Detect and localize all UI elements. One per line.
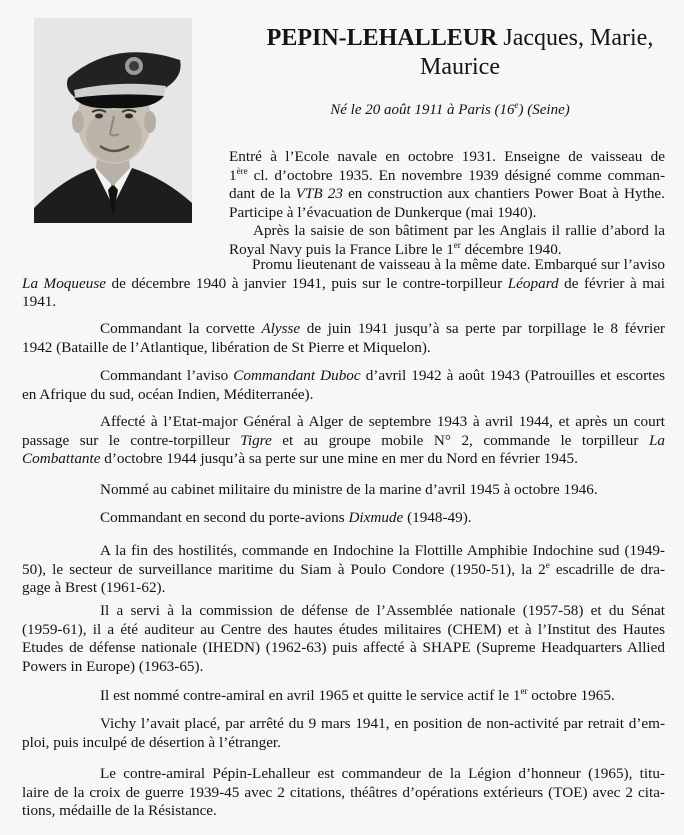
text-line: La Moqueuse de décembre 1940 à janvier 1941, puis sur le contre-torpilleur Léopard de février à mai	[22, 274, 665, 292]
paragraph-10	[22, 602, 665, 676]
paragraph-11	[22, 687, 665, 706]
paragraph-5	[22, 367, 665, 404]
paragraph-2	[229, 222, 665, 259]
paragraph-4	[22, 320, 665, 357]
text-line: Après la saisie de son bâtiment par les Anglais il rallie d’abord la	[253, 222, 665, 239]
text-line: ploi, puis inculpé de désertion à l’étranger.	[22, 733, 281, 751]
paragraph-7	[22, 481, 665, 500]
text-line: Powers in Europe) (1963-65).	[22, 657, 204, 675]
given-names-line2: Maurice	[420, 54, 500, 80]
text-line: Entré à l’Ecole navale en octobre 1931. Enseigne de vaisseau de	[229, 148, 665, 165]
text-line: Participe à l’évacuation de Dunkerque (mai 1940).	[229, 203, 537, 221]
text-line: 1942 (Bataille de l’Atlantique, libération de St Pierre et Miquelon).	[22, 338, 431, 356]
surname: PEPIN-LEHALLEUR	[266, 25, 498, 51]
paragraph-12	[22, 715, 665, 752]
paragraph-13	[22, 765, 665, 821]
text-line: Vichy l’avait placé, par arrêté du 9 mars 1941, en position de non-activité par retrait d’em-	[100, 715, 665, 732]
text-line: Commandant l’aviso Commandant Duboc d’avril 1942 à août 1943 (Patrouilles et escortes	[100, 367, 666, 384]
text-line: Affecté à l’Etat-major Général à Alger de septembre 1943 à avril 1944, et après un court	[100, 413, 665, 430]
text-line: 50), le secteur de surveillance maritime du Siam à Poulo Condore (1950-51), la 2e escadrille de dra-	[22, 559, 665, 578]
person-name	[250, 24, 670, 82]
text-line: gage à Brest (1961-62).	[22, 579, 166, 597]
text-line: passage sur le contre-torpilleur Tigre et au groupe mobile N° 2, commande le torpilleur La	[22, 431, 665, 449]
text-line: (1959-61), il a été auditeur au Centre des hautes études militaires (CHEM) et à l’Institut des Hautes	[22, 620, 665, 638]
text-line: A la fin des hostilités, commande en Indochine la Flottille Amphibie Indochine sud (1949-	[100, 542, 665, 559]
paragraph-3	[22, 256, 665, 312]
text-line: tions, médaille de la Résistance.	[22, 802, 217, 820]
text-line: 1ère cl. d’octobre 1935. En novembre 1939 désigné comme comman-	[229, 165, 665, 184]
text-line: en Afrique du sud, océan Indien, Méditerranée).	[22, 385, 314, 403]
paragraph-9	[22, 542, 665, 598]
birth-line: Né le 20 août 1911 à Paris (16e) (Seine)	[330, 100, 570, 118]
paragraph-8	[22, 509, 665, 528]
text-line: Nommé au cabinet militaire du ministre de la marine d’avril 1945 à octobre 1946.	[100, 481, 598, 498]
text-line: Le contre-amiral Pépin-Lehalleur est commandeur de la Légion d’honneur (1965), titu-	[100, 765, 665, 782]
text-line: Combattante d’octobre 1944 jusqu’à sa perte sur une mine en mer du Nord en février 1945.	[22, 450, 578, 468]
text-line: Commandant en second du porte-avions Dixmude (1948-49).	[100, 509, 472, 526]
text-line: Royal Navy puis la France Libre le 1er décembre 1940.	[229, 239, 562, 258]
text-line: Etudes de défense nationale (IHEDN) (1962-63) puis affecté à SHAPE (Supreme Headquarters Allied	[22, 639, 665, 657]
portrait-photo	[34, 18, 192, 223]
text-line: laire de la croix de guerre 1939-45 avec 2 citations, théâtres d’opérations extérieurs (TOE) avec 2 cita-	[22, 783, 665, 801]
given-names-line1: Jacques, Marie,	[503, 25, 654, 51]
paragraph-1	[229, 148, 665, 222]
paragraph-6	[22, 413, 665, 469]
text-line: dant de la VTB 23 en construction aux chantiers Power Boat à Hythe.	[229, 185, 665, 203]
portrait-photo-icon	[34, 18, 192, 223]
text-line: Commandant la corvette Alysse de juin 1941 jusqu’à sa perte par torpillage le 8 février	[100, 320, 665, 337]
text-line: 1941.	[22, 293, 57, 311]
text-line: Il est nommé contre-amiral en avril 1965 et quitte le service actif le 1er octobre 1965.	[100, 685, 615, 704]
text-line: Il a servi à la commission de défense de l’Assemblée nationale (1957-58) et du Sénat	[100, 602, 665, 619]
text-line: Promu lieutenant de vaisseau à la même date. Embarqué sur l’aviso	[252, 256, 665, 273]
